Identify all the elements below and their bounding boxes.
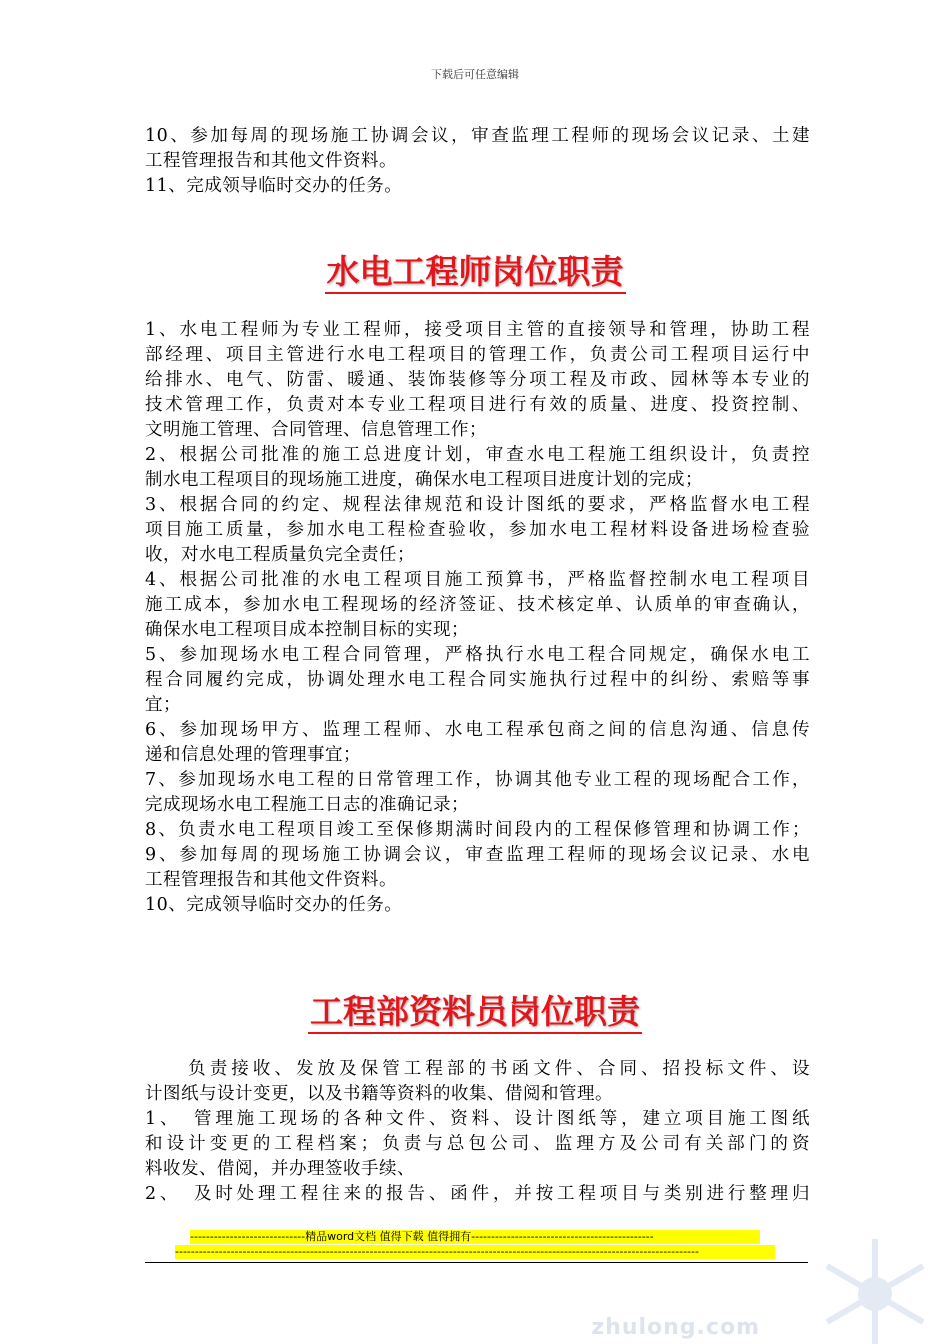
paragraph-line: 4、根据公司批准的水电工程项目施工预算书，严格监督控制水电工程项目 [145, 570, 810, 590]
section-2-title-text: 水电工程师岗位职责 [325, 252, 626, 294]
footer-dash-line: ------------------------------------------------------------------------------------------------------------------------------------ [175, 1245, 775, 1259]
paragraph-line: 2、 及时处理工程往来的报告、函件，并按工程项目与类别进行整理归 [145, 1184, 810, 1204]
paragraph-line: 施工成本，参加水电工程现场的经济签证、技术核定单、认质单的审查确认， [145, 595, 810, 615]
paragraph-line: 完成现场水电工程施工日志的准确记录； [145, 795, 469, 815]
footer-divider [145, 1262, 808, 1263]
section-3-title-text: 工程部资料员岗位职责 [308, 992, 642, 1034]
paragraph-line: 料收发、借阅，并办理签收手续、 [145, 1159, 415, 1179]
snowflake-watermark-icon [780, 1224, 940, 1344]
paragraph-line: 工程管理报告和其他文件资料。 [145, 870, 397, 890]
section-3-body [145, 1057, 810, 1207]
paragraph-line: 项目施工质量，参加水电工程检查验收，参加水电工程材料设备进场检查验 [145, 520, 810, 540]
paragraph-line: 1、 管理施工现场的各种文件、资料、设计图纸等，建立项目施工图纸 [145, 1109, 810, 1129]
paragraph-line: 确保水电工程项目成本控制目标的实现； [145, 620, 469, 640]
paragraph-line: 给排水、电气、防雷、暖通、装饰装修等分项工程及市政、园林等本专业的 [145, 370, 810, 390]
paragraph-line: 文明施工管理、合同管理、信息管理工作； [145, 420, 487, 440]
section-3-title [0, 992, 950, 1034]
paragraph-line: 制水电工程项目的现场施工进度，确保水电工程项目进度计划的完成； [145, 470, 703, 490]
paragraph-line: 8、负责水电工程项目竣工至保修期满时间段内的工程保修管理和协调工作； [145, 820, 810, 840]
paragraph-line: 10、完成领导临时交办的任务。 [145, 895, 403, 915]
paragraph-line: 递和信息处理的管理事宜； [145, 745, 361, 765]
paragraph-line: 和设计变更的工程档案；负责与总包公司、监理方及公司有关部门的资 [145, 1134, 810, 1154]
paragraph-line: 3、根据合同的约定、规程法律规范和设计图纸的要求，严格监督水电工程 [145, 495, 810, 515]
paragraph-line: 工程管理报告和其他文件资料。 [145, 151, 397, 171]
footer-banner: -----------------------------精品word文档 值得下载 值得拥有---------------------------------------------- [190, 1230, 760, 1244]
paragraph-line: 11、完成领导临时交办的任务。 [145, 176, 403, 196]
paragraph-line: 负责接收、发放及保管工程部的书函文件、合同、招投标文件、设 [145, 1059, 810, 1079]
paragraph-line: 10、参加每周的现场施工协调会议，审查监理工程师的现场会议记录、土建 [145, 126, 810, 146]
paragraph-line: 5、参加现场水电工程合同管理，严格执行水电工程合同规定，确保水电工 [145, 645, 810, 665]
section-2-title [0, 252, 950, 294]
paragraph-line: 计图纸与设计变更，以及书籍等资料的收集、借阅和管理。 [145, 1084, 613, 1104]
paragraph-line: 6、参加现场甲方、监理工程师、水电工程承包商之间的信息沟通、信息传 [145, 720, 810, 740]
section-2-body [145, 318, 810, 918]
section-1-body [145, 124, 810, 199]
paragraph-line: 7、参加现场水电工程的日常管理工作，协调其他专业工程的现场配合工作， [145, 770, 810, 790]
paragraph-line: 2、根据公司批准的施工总进度计划，审查水电工程施工组织设计，负责控 [145, 445, 810, 465]
paragraph-line: 1、水电工程师为专业工程师，接受项目主管的直接领导和管理，协助工程 [145, 320, 810, 340]
paragraph-line: 宜； [145, 695, 181, 715]
paragraph-line: 部经理、项目主管进行水电工程项目的管理工作，负责公司工程项目运行中 [145, 345, 810, 365]
paragraph-line: 技术管理工作，负责对本专业工程项目进行有效的质量、进度、投资控制、 [145, 395, 810, 415]
page-header: 下载后可任意编辑 [431, 68, 519, 81]
paragraph-line: 程合同履约完成，协调处理水电工程合同实施执行过程中的纠纷、索赔等事 [145, 670, 810, 690]
watermark-text: zhulong.com [591, 1315, 760, 1340]
paragraph-line: 收，对水电工程质量负完全责任； [145, 545, 415, 565]
paragraph-line: 9、参加每周的现场施工协调会议，审查监理工程师的现场会议记录、水电 [145, 845, 810, 865]
